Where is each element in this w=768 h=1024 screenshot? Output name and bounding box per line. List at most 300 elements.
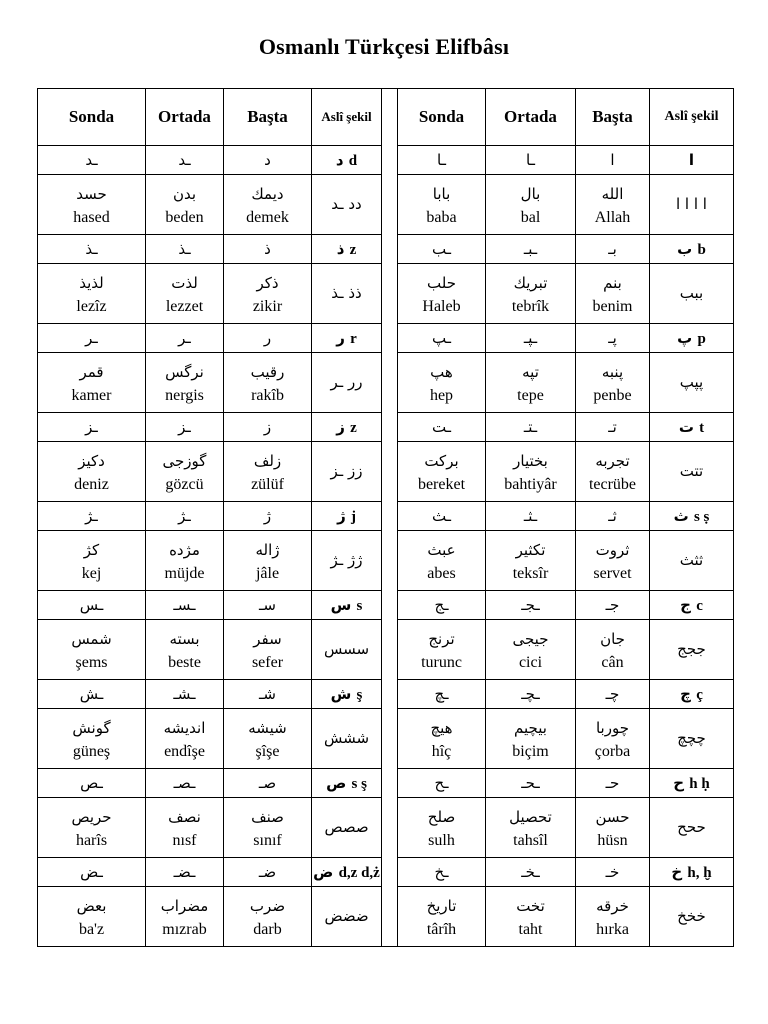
letter-form: ـر	[178, 328, 191, 347]
left-form-ortada	[146, 591, 224, 620]
left-example-word	[224, 442, 312, 502]
word-arabic: تجربه	[595, 451, 630, 470]
word-latin: ba'z	[78, 920, 105, 938]
letter-form: ـژ	[85, 506, 98, 525]
header-right-sonda: Sonda	[398, 89, 486, 146]
isolated-latin: ş	[356, 686, 363, 703]
letter-form: ـش	[79, 684, 104, 703]
word-latin: zikir	[252, 297, 283, 315]
left-isolated-letter	[312, 769, 382, 798]
letter-form: ـز	[85, 417, 98, 436]
word-arabic: پنبه	[601, 362, 624, 381]
left-connected-forms	[312, 798, 382, 858]
left-example-word	[146, 798, 224, 858]
left-isolated-letter	[312, 680, 382, 709]
isolated-arabic: ص	[326, 773, 347, 792]
right-form-basta	[576, 413, 650, 442]
left-form-sonda	[38, 235, 146, 264]
letter-form: ـا	[526, 150, 535, 169]
isolated-latin: h, ḫ	[687, 864, 712, 881]
left-form-ortada	[146, 502, 224, 531]
header-right-basta: Başta	[576, 89, 650, 146]
letter-form: حـ	[605, 773, 620, 792]
right-form-ortada	[486, 858, 576, 887]
letter-form: ـضـ	[173, 862, 196, 881]
right-isolated-letter	[650, 858, 734, 887]
word-latin: şems	[75, 653, 108, 671]
word-arabic: عبث	[427, 540, 456, 559]
letter-form: خـ	[605, 862, 620, 881]
connected-sequence: ججج	[677, 640, 706, 658]
right-example-word	[486, 709, 576, 769]
isolated-latin: s ṣ	[693, 508, 710, 525]
word-latin: lezzet	[165, 297, 204, 315]
letter-form: ثـ	[608, 506, 617, 525]
word-latin: harîs	[75, 831, 108, 849]
word-arabic: نرگس	[165, 362, 204, 381]
letter-form: ـصـ	[173, 773, 196, 792]
right-example-word	[398, 887, 486, 947]
right-example-word	[486, 175, 576, 235]
right-example-word	[486, 264, 576, 324]
letter-form: ـذ	[85, 239, 98, 258]
word-arabic: تبريك	[513, 273, 548, 292]
right-form-ortada	[486, 324, 576, 353]
left-isolated-letter	[312, 324, 382, 353]
right-isolated-letter	[650, 413, 734, 442]
connected-sequence: دد ـد	[331, 195, 362, 213]
isolated-arabic: ش	[330, 684, 352, 703]
left-form-basta	[224, 146, 312, 175]
word-latin: mızrab	[162, 920, 207, 938]
left-example-word	[146, 709, 224, 769]
letter-form: ـر	[85, 328, 98, 347]
left-form-sonda	[38, 591, 146, 620]
word-latin: rakîb	[251, 386, 284, 404]
word-latin: bereket	[417, 475, 466, 493]
right-example-word	[398, 531, 486, 591]
word-arabic: نصف	[168, 807, 201, 826]
word-latin: nısf	[172, 831, 197, 849]
left-form-basta	[224, 502, 312, 531]
isolated-arabic: پ	[677, 328, 693, 347]
left-example-word	[224, 709, 312, 769]
word-arabic: حسد	[76, 184, 107, 203]
left-form-basta	[224, 235, 312, 264]
word-arabic: تكثير	[515, 540, 546, 559]
left-form-basta	[224, 680, 312, 709]
connected-sequence: ححح	[677, 818, 706, 836]
letter-form: ـض	[80, 862, 103, 881]
word-latin: servet	[593, 564, 632, 582]
word-arabic: تپه	[522, 362, 539, 381]
word-arabic: حسن	[595, 807, 630, 826]
right-example-word	[576, 709, 650, 769]
word-arabic: بختيار	[513, 451, 548, 470]
word-latin: abes	[427, 564, 456, 582]
isolated-latin: t	[699, 419, 705, 436]
right-connected-forms	[650, 175, 734, 235]
left-connected-forms	[312, 620, 382, 680]
letter-form: د	[264, 150, 271, 169]
word-arabic: كژ	[83, 540, 100, 559]
letter-form: ز	[263, 417, 272, 436]
left-connected-forms	[312, 709, 382, 769]
right-connected-forms	[650, 531, 734, 591]
word-arabic: رقيب	[250, 362, 285, 381]
word-arabic: زلف	[253, 451, 282, 470]
letter-form: بـ	[608, 239, 617, 258]
connected-sequence: سسس	[323, 640, 370, 658]
left-form-ortada	[146, 413, 224, 442]
right-form-sonda	[398, 235, 486, 264]
right-isolated-letter	[650, 769, 734, 798]
isolated-arabic: د	[335, 150, 344, 169]
word-arabic: تاريخ	[426, 896, 457, 915]
alphabet-table	[37, 88, 734, 947]
connected-sequence: ثثث	[679, 551, 704, 569]
left-example-word	[38, 709, 146, 769]
right-form-sonda	[398, 324, 486, 353]
right-isolated-letter	[650, 235, 734, 264]
left-form-ortada	[146, 235, 224, 264]
word-arabic: صنف	[251, 807, 284, 826]
letter-form: ـچ	[434, 684, 449, 703]
word-arabic: بركت	[424, 451, 459, 470]
left-isolated-letter	[312, 413, 382, 442]
right-isolated-letter	[650, 146, 734, 175]
word-arabic: صلح	[427, 807, 456, 826]
letter-form: ـژ	[178, 506, 191, 525]
right-form-sonda	[398, 413, 486, 442]
left-connected-forms	[312, 531, 382, 591]
word-arabic: گونش	[72, 718, 111, 737]
word-arabic: بنم	[603, 273, 622, 292]
letter-form: پـ	[608, 328, 617, 347]
right-connected-forms	[650, 620, 734, 680]
letter-form: ـب	[431, 239, 452, 258]
letter-form: صـ	[258, 773, 277, 792]
word-latin: bahtiyâr	[504, 475, 557, 493]
connected-sequence: رر ـر	[330, 373, 363, 391]
connected-sequence: ذذ ـذ	[331, 284, 362, 302]
word-arabic: ديمك	[251, 184, 284, 203]
header-right-ortada: Ortada	[486, 89, 576, 146]
word-latin: zülüf	[251, 475, 284, 493]
letter-form: جـ	[605, 595, 620, 614]
word-latin: çorba	[594, 742, 631, 760]
left-example-word	[38, 620, 146, 680]
right-example-word	[486, 620, 576, 680]
letter-form: شـ	[259, 684, 276, 703]
word-latin: hep	[429, 386, 454, 404]
left-isolated-letter	[312, 502, 382, 531]
word-latin: cân	[601, 653, 624, 671]
left-example-word	[224, 264, 312, 324]
right-example-word	[576, 620, 650, 680]
letter-form: ـجـ	[521, 595, 540, 614]
isolated-latin: s ş	[351, 775, 367, 792]
left-example-word	[146, 442, 224, 502]
left-form-sonda	[38, 769, 146, 798]
header-left-asli-sekil: Aslî şekil	[312, 89, 382, 146]
isolated-latin: s	[356, 597, 363, 614]
right-isolated-letter	[650, 591, 734, 620]
right-example-word	[486, 353, 576, 413]
isolated-arabic: ت	[678, 417, 694, 436]
right-connected-forms	[650, 709, 734, 769]
word-latin: bal	[520, 208, 541, 226]
word-latin: cici	[518, 653, 543, 671]
letter-form: ژ	[263, 506, 272, 525]
word-latin: tahsîl	[513, 831, 548, 849]
right-example-word	[486, 798, 576, 858]
isolated-latin: d,z d,ż	[338, 864, 380, 881]
word-arabic: جان	[600, 629, 625, 648]
left-form-sonda	[38, 680, 146, 709]
word-latin: nergis	[165, 386, 204, 404]
letter-form: ـخـ	[521, 862, 540, 881]
letter-form: ـد	[178, 150, 191, 169]
left-example-word	[38, 175, 146, 235]
word-arabic: تحصيل	[509, 807, 552, 826]
left-isolated-letter	[312, 858, 382, 887]
connected-sequence: چچچ	[677, 729, 706, 747]
isolated-arabic: ذ	[336, 239, 345, 258]
word-latin: hased	[73, 208, 110, 226]
word-arabic: سفر	[253, 629, 282, 648]
right-form-ortada	[486, 680, 576, 709]
left-example-word	[146, 887, 224, 947]
word-arabic: بال	[520, 184, 541, 203]
left-isolated-letter	[312, 146, 382, 175]
right-connected-forms	[650, 442, 734, 502]
word-latin: demek	[246, 208, 289, 226]
word-latin: sefer	[251, 653, 284, 671]
letter-form: ـز	[178, 417, 191, 436]
isolated-arabic: ج	[680, 595, 691, 614]
right-form-ortada	[486, 146, 576, 175]
isolated-arabic: ب	[677, 239, 693, 258]
left-example-word	[146, 264, 224, 324]
isolated-latin: b	[697, 241, 706, 258]
left-form-sonda	[38, 324, 146, 353]
left-example-word	[38, 264, 146, 324]
right-connected-forms	[650, 353, 734, 413]
word-latin: biçim	[512, 742, 549, 760]
word-arabic: بعض	[76, 896, 107, 915]
right-form-basta	[576, 769, 650, 798]
word-latin: tecrübe	[588, 475, 637, 493]
page-title: Osmanlı Türkçesi Elifbâsı	[258, 34, 510, 59]
isolated-arabic: ض	[313, 862, 334, 881]
isolated-latin: p	[697, 330, 706, 347]
letter-form: ـچـ	[521, 684, 540, 703]
left-example-word	[224, 887, 312, 947]
left-example-word	[38, 887, 146, 947]
letter-form: ـپ	[431, 328, 452, 347]
left-example-word	[38, 531, 146, 591]
right-example-word	[576, 264, 650, 324]
letter-form: ـحـ	[521, 773, 540, 792]
word-latin: hîç	[431, 742, 452, 760]
letter-form: تـ	[608, 417, 617, 436]
word-arabic: شمس	[71, 629, 112, 648]
word-arabic: بابا	[432, 184, 451, 203]
left-isolated-letter	[312, 235, 382, 264]
right-form-basta	[576, 502, 650, 531]
right-form-basta	[576, 680, 650, 709]
word-arabic: بسته	[169, 629, 200, 648]
word-arabic: مژده	[169, 540, 200, 559]
right-example-word	[576, 887, 650, 947]
word-latin: turunc	[421, 653, 462, 671]
left-example-word	[224, 531, 312, 591]
connected-sequence: ببب	[679, 284, 704, 302]
connected-sequence: پپپ	[679, 373, 704, 391]
word-latin: şîşe	[255, 742, 280, 760]
right-form-basta	[576, 591, 650, 620]
word-arabic: ثروت	[595, 540, 630, 559]
word-latin: tepe	[517, 386, 544, 404]
right-form-ortada	[486, 502, 576, 531]
word-arabic: جيجى	[512, 629, 549, 648]
right-form-sonda	[398, 591, 486, 620]
letter-form: ـص	[80, 773, 103, 792]
word-latin: hüsn	[597, 831, 628, 849]
letter-form: چـ	[605, 684, 620, 703]
left-form-sonda	[38, 413, 146, 442]
left-connected-forms	[312, 175, 382, 235]
connected-sequence: ا ا ا ا	[676, 195, 707, 213]
letter-form: ـا	[437, 150, 446, 169]
word-latin: teksîr	[512, 564, 549, 582]
word-arabic: ذكر	[256, 273, 279, 292]
right-example-word	[398, 353, 486, 413]
right-form-ortada	[486, 591, 576, 620]
isolated-latin: d	[348, 152, 358, 169]
isolated-arabic: خ	[671, 862, 683, 881]
left-form-ortada	[146, 858, 224, 887]
word-latin: sınıf	[253, 831, 282, 849]
word-arabic: لذت	[171, 273, 198, 292]
left-form-basta	[224, 769, 312, 798]
right-form-sonda	[398, 680, 486, 709]
word-arabic: حريص	[71, 807, 112, 826]
right-example-word	[486, 442, 576, 502]
letter-form: ر	[263, 328, 272, 347]
word-latin: târîh	[426, 920, 457, 938]
isolated-arabic: ح	[673, 773, 685, 792]
header-left-basta: Başta	[224, 89, 312, 146]
right-form-basta	[576, 235, 650, 264]
letter-form: ـتـ	[523, 417, 538, 436]
left-connected-forms	[312, 887, 382, 947]
left-example-word	[38, 442, 146, 502]
connected-sequence: صصص	[324, 818, 369, 836]
word-latin: jâle	[255, 564, 280, 582]
left-form-sonda	[38, 146, 146, 175]
right-example-word	[576, 175, 650, 235]
column-gap	[382, 89, 398, 947]
word-arabic: انديشه	[163, 718, 206, 737]
letter-form: ـثـ	[523, 506, 538, 525]
word-latin: güneş	[72, 742, 111, 760]
right-example-word	[486, 887, 576, 947]
isolated-arabic: ث	[673, 506, 689, 525]
word-latin: müjde	[164, 564, 205, 582]
word-latin: penbe	[593, 386, 632, 404]
right-form-sonda	[398, 858, 486, 887]
right-example-word	[576, 353, 650, 413]
header-left-ortada: Ortada	[146, 89, 224, 146]
isolated-latin: ç	[696, 686, 703, 703]
right-example-word	[398, 442, 486, 502]
word-arabic: چوربا	[595, 718, 629, 737]
connected-sequence: ششش	[323, 729, 370, 747]
letter-form: ـت	[431, 417, 452, 436]
right-example-word	[576, 531, 650, 591]
left-example-word	[146, 620, 224, 680]
right-isolated-letter	[650, 502, 734, 531]
right-form-ortada	[486, 235, 576, 264]
header-left-sonda: Sonda	[38, 89, 146, 146]
word-arabic: ضرب	[249, 896, 286, 915]
right-isolated-letter	[650, 324, 734, 353]
right-connected-forms	[650, 264, 734, 324]
word-arabic: قمر	[79, 362, 104, 381]
letter-form: ـذ	[178, 239, 191, 258]
word-arabic: شيشه	[248, 718, 287, 737]
letter-form: ـبـ	[523, 239, 538, 258]
word-latin: darb	[253, 920, 282, 938]
connected-sequence: خخخ	[677, 907, 706, 925]
left-form-ortada	[146, 324, 224, 353]
word-latin: Allah	[594, 208, 631, 226]
left-form-sonda	[38, 858, 146, 887]
word-latin: gözcü	[165, 475, 204, 493]
left-example-word	[38, 798, 146, 858]
right-form-basta	[576, 146, 650, 175]
word-arabic: گوزجى	[162, 451, 207, 470]
left-form-basta	[224, 324, 312, 353]
letter-form: ـخ	[434, 862, 449, 881]
word-arabic: دكيز	[78, 451, 105, 470]
word-latin: hırka	[596, 920, 629, 938]
letter-form: ضـ	[258, 862, 277, 881]
isolated-arabic: س	[330, 595, 352, 614]
word-latin: taht	[518, 920, 543, 938]
right-example-word	[398, 709, 486, 769]
right-example-word	[398, 264, 486, 324]
letter-form: ـسـ	[173, 595, 196, 614]
left-example-word	[224, 798, 312, 858]
left-form-sonda	[38, 502, 146, 531]
word-arabic: حلب	[427, 273, 456, 292]
isolated-latin: z	[350, 419, 357, 436]
left-connected-forms	[312, 442, 382, 502]
word-latin: lezîz	[76, 297, 107, 315]
isolated-arabic: ز	[336, 417, 345, 436]
left-form-ortada	[146, 769, 224, 798]
left-isolated-letter	[312, 591, 382, 620]
isolated-latin: j	[350, 508, 356, 525]
letter-form: ـد	[85, 150, 98, 169]
left-connected-forms	[312, 353, 382, 413]
right-form-basta	[576, 858, 650, 887]
isolated-latin: c	[696, 597, 703, 614]
letter-form: ـح	[434, 773, 449, 792]
